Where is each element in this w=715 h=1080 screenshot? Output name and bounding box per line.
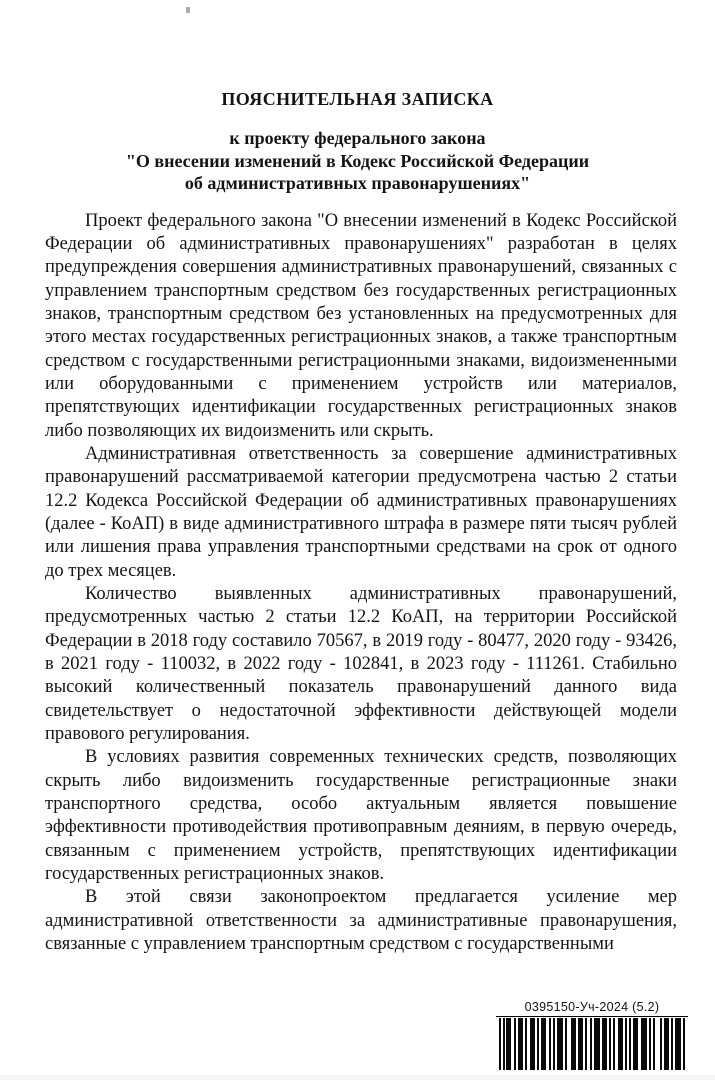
barcode-image	[496, 1018, 688, 1070]
barcode-block	[496, 999, 688, 1070]
subtitle-line-3: об административных правонарушениях"	[184, 173, 531, 193]
document-subtitle	[0, 127, 715, 195]
scan-artifact	[186, 7, 190, 13]
page-bottom-edge	[0, 1075, 715, 1080]
barcode-rule	[496, 1016, 688, 1017]
paragraph-1: Проект федерального закона "О внесении изменений в Кодекс Российской Федерации об административных правонарушениях" разработан в целях предупреждения совершения административных правонарушений, связанных с управлением транспортным средством без государственных регистрационных знаков, транспортным средством без установленных на предусмотренных для этого местах государственных регистрационных знаков, а также транспортным средством с государственными регистрационными знаками, видоизмененными или оборудованными с применением устройств или материалов, препятствующих идентификации государственных регистрационных знаков либо позволяющих их видоизменить или скрыть.	[45, 210, 677, 441]
paragraph-5: В этой связи законопроектом предлагается усиление мер административной ответственности за административные правонарушения, связанные с управлением транспортным средством с государственными	[45, 887, 677, 955]
subtitle-line-2: "О внесении изменений в Кодекс Российской Федерации	[125, 150, 590, 171]
document-title: ПОЯСНИТЕЛЬНАЯ ЗАПИСКА	[221, 89, 494, 109]
barcode-label: 0395150-Уч-2024 (5.2)	[524, 1000, 660, 1014]
paragraph-2: Административная ответственность за совершение административных правонарушений рассматриваемой категории предусмотрена частью 2 статьи 12.2 Кодекса Российской Федерации об административных правонарушениях (далее - КоАП) в виде административного штрафа в размере пяти тысяч рублей или лишения права управления транспортными средствами на срок от одного до трех месяцев.	[45, 443, 677, 581]
paragraph-3: Количество выявленных административных правонарушений, предусмотренных частью 2 статьи 12.2 КоАП, на территории Российской Федерации в 2018 году составило 70567, в 2019 году - 80477, 2020 году - 93426, в 2021 году - 110032, в 2022 году - 102841, в 2023 году - 111261. Стабильно высокий количественный показатель правонарушений данного вида свидетельствует о недостаточной эффективности действующей модели правового регулирования.	[45, 584, 677, 745]
document-body	[45, 210, 677, 957]
paragraph-4: В условиях развития современных технических средств, позволяющих скрыть либо видоизменить государственные регистрационные знаки транспортного средства, особо актуальным является повышение эффективности противодействия противоправным деяниям, в первую очередь, связанным с применением устройств, препятствующих идентификации государственных регистрационных знаков.	[45, 747, 677, 885]
subtitle-line-1: к проекту федерального закона	[229, 128, 486, 148]
